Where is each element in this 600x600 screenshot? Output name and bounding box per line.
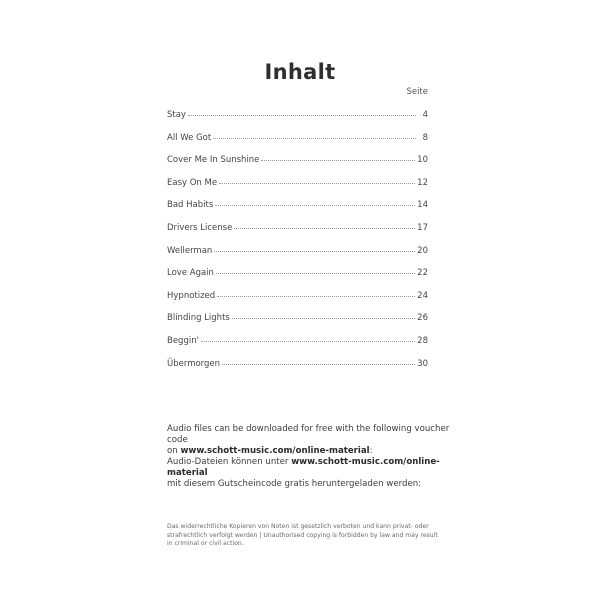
toc-entry-page: 20 — [417, 245, 428, 256]
dot-leader — [214, 251, 415, 252]
page-title: Inhalt — [264, 60, 336, 85]
toc-entry-title: Wellerman — [167, 245, 213, 256]
audio-notice-en-line1: Audio files can be downloaded for free with the following voucher code — [167, 424, 450, 445]
toc-entry[interactable] — [167, 336, 428, 359]
toc-entry-page: 14 — [417, 200, 428, 211]
toc-entry-page: 30 — [417, 358, 428, 369]
online-material-url-link-de[interactable]: www.schott-music.com/online-material — [167, 457, 440, 478]
dot-leader — [188, 115, 416, 116]
toc-entry[interactable] — [167, 155, 428, 178]
toc-entry[interactable] — [167, 268, 428, 291]
dot-leader — [234, 228, 415, 229]
toc-entry-title: Easy On Me — [167, 177, 218, 188]
dot-leader — [261, 160, 415, 161]
toc-entry-title: Beggin' — [167, 335, 199, 346]
audio-download-notice — [167, 424, 457, 490]
dot-leader — [232, 318, 415, 319]
audio-notice-de-line1 — [167, 457, 457, 479]
toc-entry[interactable] — [167, 133, 428, 156]
toc-entry-title: Übermorgen — [167, 358, 221, 369]
toc-entry-page: 26 — [417, 313, 428, 324]
online-material-url-link[interactable]: www.schott-music.com/online-material — [180, 446, 370, 456]
toc-entry[interactable] — [167, 178, 428, 201]
toc-entry-page: 4 — [422, 110, 428, 120]
toc-entry-title: Hypnotized — [167, 290, 216, 301]
toc-entry-page: 28 — [417, 335, 428, 346]
dot-leader — [201, 341, 415, 342]
toc-entry-page: 12 — [417, 177, 428, 188]
dot-leader — [217, 296, 415, 297]
toc-entry-title: Blinding Lights — [167, 313, 230, 324]
toc-entry-page: 8 — [422, 132, 428, 143]
toc-entry-title: Drivers License — [167, 222, 233, 233]
toc-entry-title: Cover Me In Sunshine — [167, 155, 260, 166]
toc-entry[interactable] — [167, 246, 428, 269]
toc-entry[interactable] — [167, 291, 428, 314]
toc-entry-page: 24 — [417, 290, 428, 301]
dot-leader — [213, 138, 416, 139]
toc-entry-title: Stay — [167, 110, 186, 120]
toc-entry[interactable] — [167, 200, 428, 223]
toc-entry[interactable] — [167, 313, 428, 336]
toc-entry-page: 10 — [417, 155, 428, 166]
dot-leader — [216, 273, 415, 274]
copyright-notice: Das widerrechtliche Kopieren von Noten ist gesetzlich verboten und kann privat- oder strafrechtlich verfolgt werden | Unauthorised copying is forbidden by law and may result in criminal or civil action. — [167, 523, 438, 548]
toc-entry-title: Love Again — [167, 268, 214, 279]
toc-entry-title: Bad Habits — [167, 200, 214, 211]
audio-notice-en-line2 — [167, 446, 457, 457]
audio-notice-suffix: : — [369, 446, 373, 456]
page-column-header: Seite — [406, 87, 428, 97]
audio-notice-de-line2: mit diesem Gutscheincode gratis heruntergeladen werden: — [167, 479, 422, 489]
audio-notice-prefix: on — [167, 446, 181, 456]
toc-entry-title: All We Got — [167, 132, 212, 143]
toc-entry[interactable] — [167, 359, 428, 382]
audio-notice-de-prefix: Audio-Dateien können unter — [167, 457, 292, 467]
table-of-contents — [167, 110, 428, 381]
dot-leader — [222, 364, 415, 365]
toc-entry[interactable] — [167, 110, 428, 133]
dot-leader — [219, 183, 415, 184]
toc-entry-page: 17 — [417, 222, 428, 233]
toc-entry[interactable] — [167, 223, 428, 246]
dot-leader — [215, 205, 415, 206]
toc-entry-page: 22 — [417, 268, 428, 279]
